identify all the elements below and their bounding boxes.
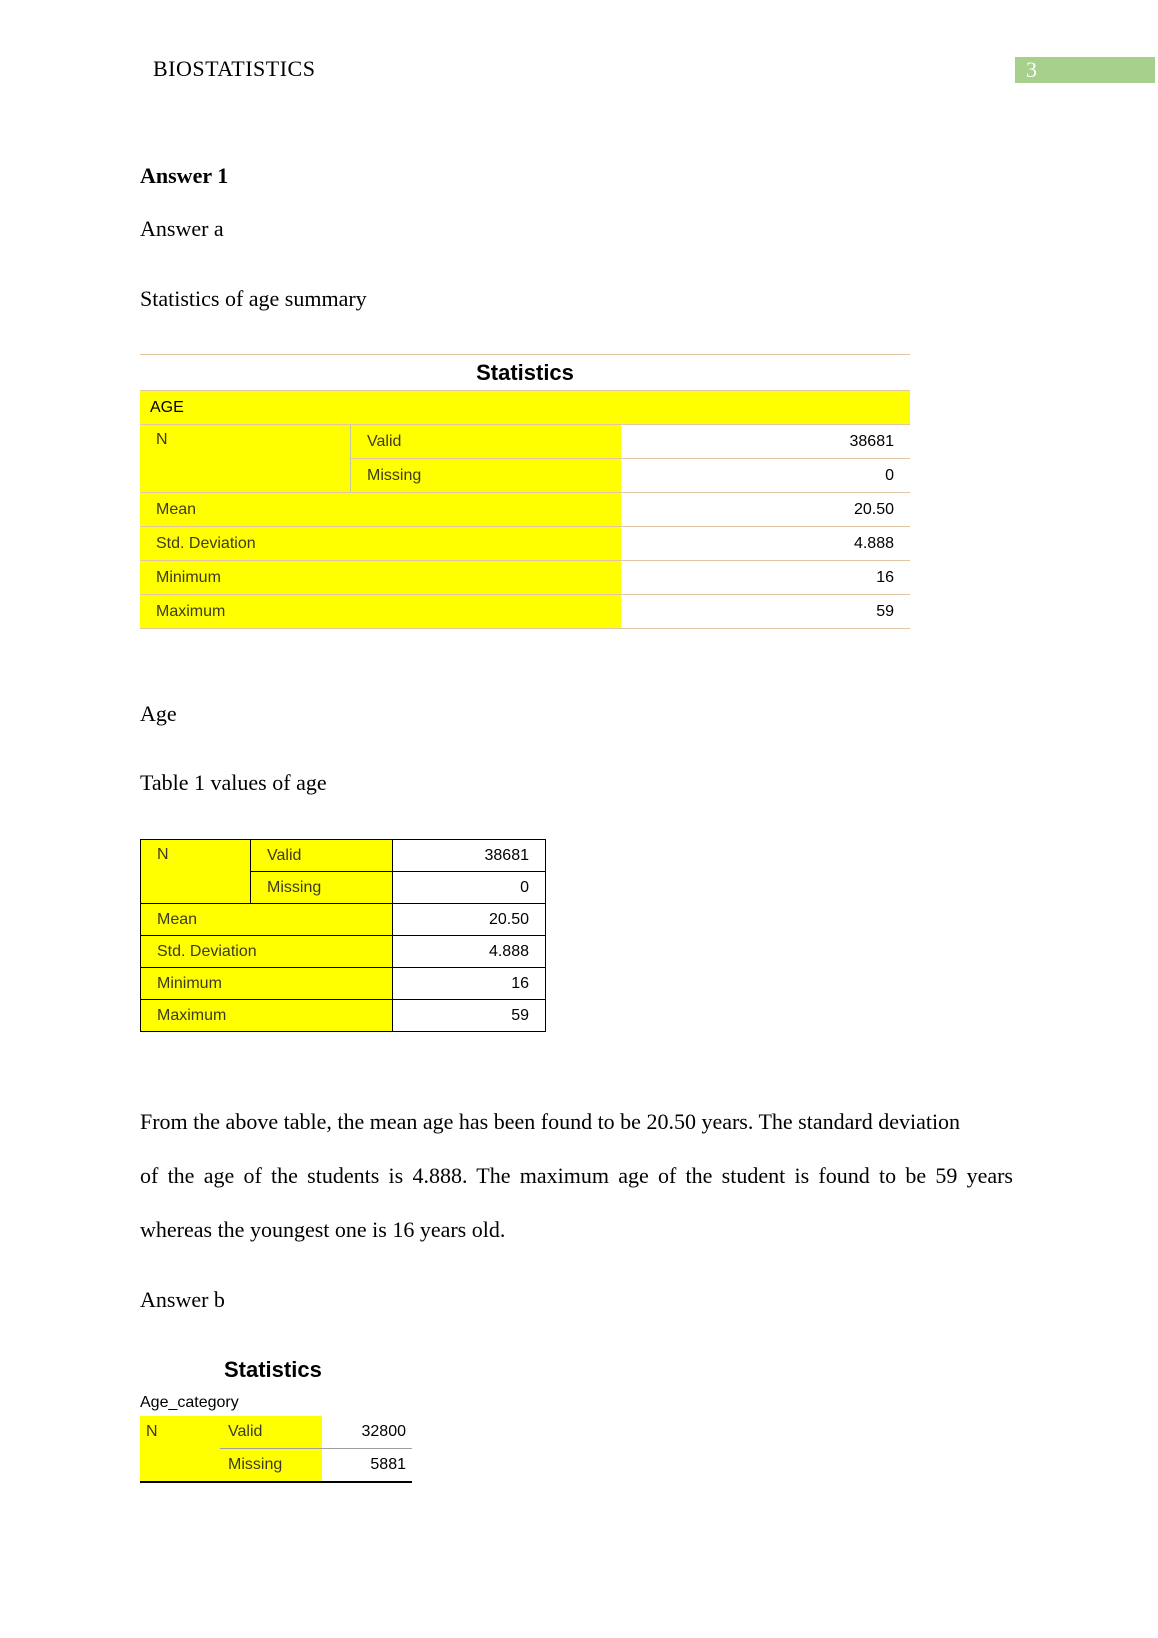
stats-caption: Statistics of age summary — [140, 286, 367, 311]
stat-label: Std. Deviation — [141, 936, 393, 968]
stat-value: 4.888 — [393, 936, 546, 968]
stat-label: Std. Deviation — [140, 527, 621, 561]
missing-label: Missing — [220, 1449, 322, 1483]
answer-b-label: Answer b — [140, 1287, 225, 1312]
stat-label: Mean — [141, 904, 393, 936]
missing-value: 5881 — [322, 1449, 412, 1483]
stat-value: 16 — [393, 968, 546, 1000]
valid-value: 32800 — [322, 1416, 412, 1449]
stat-label: Minimum — [141, 968, 393, 1000]
statistics-table — [140, 354, 910, 629]
stat-label: Maximum — [140, 595, 621, 629]
stat-value: 59 — [621, 595, 910, 629]
stat-value: 4.888 — [621, 527, 910, 561]
category-table-title: Statistics — [224, 1357, 322, 1382]
stat-value: 59 — [393, 1000, 546, 1032]
age-category-table — [140, 1416, 412, 1483]
table-title: Statistics — [140, 355, 910, 391]
answer1-heading: Answer 1 — [140, 163, 229, 188]
stat-value: 16 — [621, 561, 910, 595]
paragraph-line-1: From the above table, the mean age has been found to be 20.50 years. The standard deviation — [140, 1109, 961, 1134]
n-label: N — [141, 840, 251, 904]
stat-value: 20.50 — [393, 904, 546, 936]
missing-value: 0 — [393, 872, 546, 904]
paragraph-line-3: whereas the youngest one is 16 years old. — [140, 1217, 506, 1242]
answer-a-label: Answer a — [140, 216, 224, 241]
page-number: 3 — [1026, 57, 1037, 82]
valid-label: Valid — [220, 1416, 322, 1449]
valid-value: 38681 — [621, 425, 910, 459]
variable-label: AGE — [140, 391, 910, 425]
missing-label: Missing — [251, 872, 393, 904]
age-values-table — [140, 839, 546, 1032]
n-label-spacer — [140, 1449, 220, 1483]
valid-label: Valid — [351, 425, 622, 459]
category-variable-label: Age_category — [140, 1394, 239, 1411]
n-label: N — [140, 1416, 220, 1449]
stat-label: Mean — [140, 493, 621, 527]
valid-value: 38681 — [393, 840, 546, 872]
age-label: Age — [140, 701, 177, 726]
missing-value: 0 — [621, 459, 910, 493]
running-head: BIOSTATISTICS — [153, 56, 316, 81]
stat-value: 20.50 — [621, 493, 910, 527]
valid-label: Valid — [251, 840, 393, 872]
table1-caption: Table 1 values of age — [140, 770, 327, 795]
stat-label: Maximum — [141, 1000, 393, 1032]
n-label: N — [140, 425, 351, 493]
stat-label: Minimum — [140, 561, 621, 595]
missing-label: Missing — [351, 459, 622, 493]
paragraph-line-2: of the age of the students is 4.888. The maximum age of the student is found to be 59 years — [140, 1163, 1013, 1188]
